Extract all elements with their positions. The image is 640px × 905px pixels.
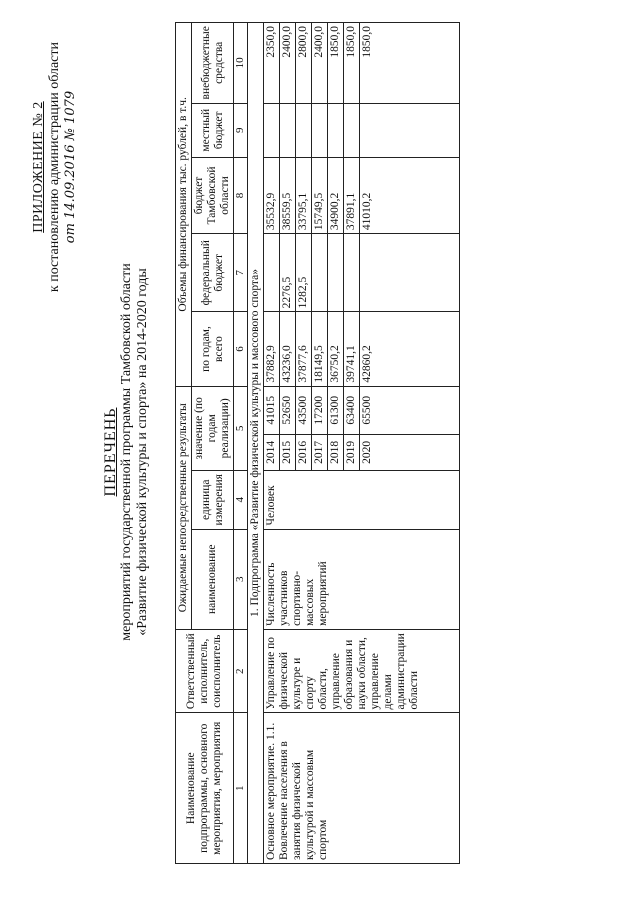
title-line-2: мероприятий государственной программы Тамбовской области: [119, 263, 134, 641]
subprogram-title: 1. Подпрограмма «Развитие физической культуры и массового спорта»: [248, 23, 264, 864]
row-regional: 15749,5: [312, 157, 328, 233]
row-year: 2014: [264, 434, 280, 470]
row-regional: 35532,9: [264, 157, 280, 233]
subprogram-row: [248, 23, 264, 864]
col-number: 2: [234, 629, 248, 713]
row-extra: 1850,0: [360, 23, 460, 104]
row-total: 37882,9: [264, 312, 280, 386]
row-federal: 2276,5: [280, 234, 296, 312]
row-extra: 2400,0: [280, 23, 296, 104]
header-local: местный бюджет: [192, 103, 234, 157]
row-federal: [328, 234, 344, 312]
row-extra: 1850,0: [344, 23, 360, 104]
document-title: [103, 12, 151, 892]
col-number: 6: [234, 312, 248, 386]
header-expected-results: Ожидаемые непосредственные результаты: [176, 386, 192, 629]
measure-name: Основное мероприятие. 1.1. Вовлечение населения в занятия физической культурой и массовым спортом: [264, 713, 460, 864]
header-total: по годам, всего: [192, 312, 234, 386]
header-name: Наименование подпрограммы, основного мероприятия, мероприятия: [176, 713, 234, 864]
row-value: 17200: [312, 386, 328, 434]
row-total: 37877,6: [296, 312, 312, 386]
header-value: значение (по годам реализации): [192, 386, 234, 470]
row-value: 43500: [296, 386, 312, 434]
col-number: 8: [234, 157, 248, 233]
col-number: 4: [234, 470, 248, 529]
measure-responsible: Управление по физической культуре и спорту области, управление образования и науки области, управление делами администрации области: [264, 629, 460, 713]
measure-unit: Человек: [264, 470, 460, 529]
title-heading: ПЕРЕЧЕНЬ: [102, 407, 119, 497]
row-regional: 38559,5: [280, 157, 296, 233]
row-total: 36750,2: [328, 312, 344, 386]
row-value: 63400: [344, 386, 360, 434]
appendix-header: [31, 42, 79, 292]
row-extra: 2350,0: [264, 23, 280, 104]
row-local: [360, 103, 460, 157]
row-local: [312, 103, 328, 157]
col-number: 3: [234, 529, 248, 629]
row-total: 39741,1: [344, 312, 360, 386]
row-extra: 2400,0: [312, 23, 328, 104]
row-value: 52650: [280, 386, 296, 434]
handwritten-date: от 14.09.2016 № 1079: [63, 90, 78, 244]
row-federal: [312, 234, 328, 312]
header-funding: Объемы финансирования тыс. рублей, в т.ч.: [176, 23, 192, 387]
appendix-label: ПРИЛОЖЕНИЕ № 2: [31, 101, 46, 233]
row-year: 2020: [360, 434, 460, 470]
row-federal: 1282,5: [296, 234, 312, 312]
header-regional: бюджет Тамбовской области: [192, 157, 234, 233]
row-total: 43236,0: [280, 312, 296, 386]
row-year: 2019: [344, 434, 360, 470]
col-number: 5: [234, 386, 248, 470]
table-row: [264, 23, 280, 864]
header-federal: федеральный бюджет: [192, 234, 234, 312]
row-value: 61300: [328, 386, 344, 434]
row-year: 2018: [328, 434, 344, 470]
col-number: 10: [234, 23, 248, 104]
row-regional: 33795,1: [296, 157, 312, 233]
row-year: 2017: [312, 434, 328, 470]
row-regional: 34900,2: [328, 157, 344, 233]
col-number: 7: [234, 234, 248, 312]
row-federal: [360, 234, 460, 312]
row-federal: [344, 234, 360, 312]
row-local: [328, 103, 344, 157]
header-indicator-name: наименование: [192, 529, 234, 629]
header-responsible: Ответственный исполнитель, соисполнитель: [176, 629, 234, 713]
row-total: 18149,5: [312, 312, 328, 386]
row-local: [296, 103, 312, 157]
measure-indicator: Численность участников спортивно-массовых мероприятий: [264, 529, 460, 629]
header-row-1: [176, 23, 192, 864]
col-number: 1: [234, 713, 248, 864]
rotated-content: [25, 12, 615, 892]
row-federal: [264, 234, 280, 312]
row-local: [344, 103, 360, 157]
decree-reference: к постановлению администрации области: [47, 42, 62, 293]
row-regional: 37891,1: [344, 157, 360, 233]
row-extra: 2800,0: [296, 23, 312, 104]
row-value: 41015: [264, 386, 280, 434]
row-regional: 41010,2: [360, 157, 460, 233]
title-line-3: «Развитие физической культуры и спорта» на 2014-2020 годы: [135, 268, 150, 636]
column-numbers-row: [234, 23, 248, 864]
header-unit: единица измерения: [192, 470, 234, 529]
col-number: 9: [234, 103, 248, 157]
row-local: [264, 103, 280, 157]
row-year: 2016: [296, 434, 312, 470]
row-total: 42860,2: [360, 312, 460, 386]
measures-table: [175, 22, 460, 864]
row-value: 65500: [360, 386, 460, 434]
row-year: 2015: [280, 434, 296, 470]
row-local: [280, 103, 296, 157]
header-extra: внебюджетные средства: [192, 23, 234, 104]
row-extra: 1850,0: [328, 23, 344, 104]
